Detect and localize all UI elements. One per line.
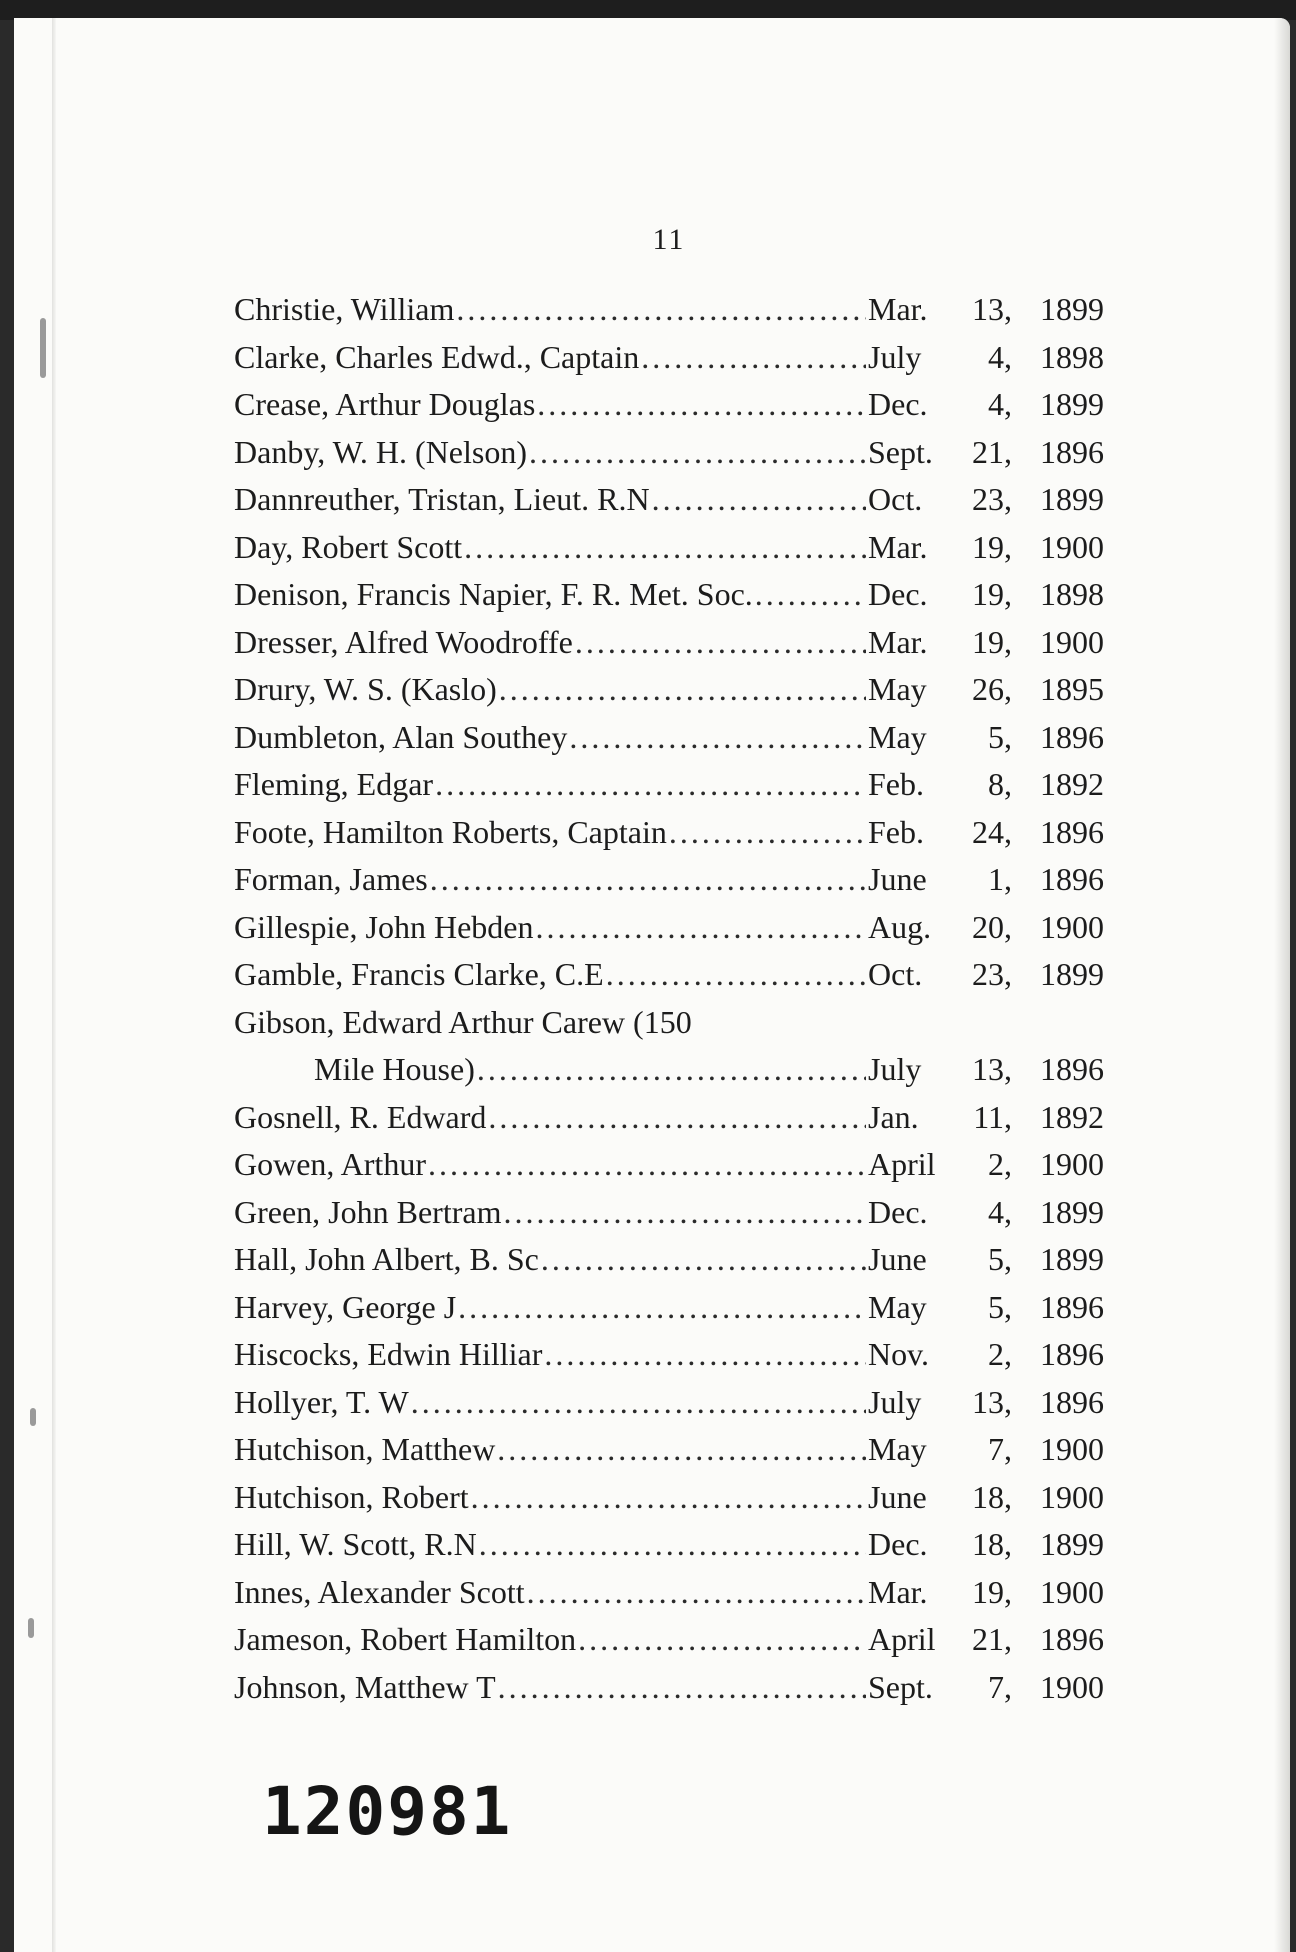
entry-month: June (868, 1478, 927, 1515)
entry-name: Clarke, Charles Edwd., Captain (234, 338, 640, 375)
entry-name: Gowen, Arthur (234, 1146, 426, 1182)
dot-leader (477, 1046, 866, 1094)
entry-day: 23, (972, 481, 1012, 517)
binding-mark (30, 1408, 36, 1426)
list-item (234, 951, 1104, 999)
entry-month: Mar. (868, 291, 928, 327)
entry-name: Christie, William (234, 291, 455, 327)
entry-year: 1895 (1040, 671, 1104, 707)
dot-leader (569, 714, 866, 762)
entry-year: 1900 (1040, 1668, 1104, 1705)
list-item (234, 1189, 1104, 1237)
dot-leader (503, 1189, 866, 1237)
entry-year: 1898 (1040, 576, 1104, 612)
entry-month: Dec. (868, 386, 928, 422)
entry-month: July (868, 1383, 922, 1420)
dot-leader (755, 571, 866, 619)
entry-day: 19, (972, 576, 1012, 612)
entry-name: Hiscocks, Edwin Hilliar (234, 1336, 543, 1372)
entry-month: Feb. (868, 813, 924, 850)
dot-leader (529, 429, 866, 477)
entry-year: 1898 (1040, 338, 1104, 375)
list-item (234, 334, 1104, 382)
entry-name: Danby, W. H. (Nelson) (234, 433, 527, 470)
entry-day: 13, (972, 1383, 1012, 1420)
entry-day: 19, (972, 528, 1012, 565)
entry-name: Johnson, Matthew T (234, 1668, 496, 1705)
entry-month: Jan. (868, 1098, 919, 1135)
entry-year: 1899 (1040, 956, 1104, 992)
entry-day: 20, (972, 908, 1012, 945)
entry-name: Dumbleton, Alan Southey (234, 718, 568, 755)
dot-leader (527, 1569, 866, 1617)
entry-year: 1892 (1040, 766, 1104, 802)
entry-month: Oct. (868, 481, 923, 517)
dot-leader (471, 1474, 866, 1522)
list-item (234, 619, 1104, 667)
entry-day: 18, (972, 1478, 1012, 1515)
list-item (234, 1141, 1104, 1189)
entry-name: Hill, W. Scott, R.N (234, 1526, 477, 1562)
entry-year: 1899 (1040, 1193, 1104, 1230)
entry-year: 1896 (1040, 1621, 1104, 1657)
entry-name: Jameson, Robert Hamilton (234, 1621, 577, 1657)
entry-month: May (868, 671, 927, 707)
list-item (234, 1236, 1104, 1284)
list-item (234, 1379, 1104, 1427)
dot-leader (479, 1521, 866, 1569)
entry-month: Oct. (868, 956, 923, 992)
entry-year: 1900 (1040, 623, 1104, 660)
list-item (234, 286, 1104, 334)
list-item (234, 856, 1104, 904)
entry-name: Foote, Hamilton Roberts, Captain (234, 813, 667, 850)
entry-month: Aug. (868, 908, 932, 945)
entry-day: 4, (988, 338, 1012, 375)
entry-month: Feb. (868, 766, 924, 802)
list-item (234, 429, 1104, 477)
entry-month: Dec. (868, 1526, 928, 1562)
entry-day: 1, (988, 861, 1012, 897)
entry-year: 1900 (1040, 528, 1104, 565)
entry-month: Mar. (868, 528, 928, 565)
list-item (234, 1046, 1104, 1094)
entry-day: 2, (988, 1336, 1012, 1372)
binding-mark (28, 1618, 34, 1638)
entry-year: 1896 (1040, 718, 1104, 755)
entry-name: Dannreuther, Tristan, Lieut. R.N (234, 481, 650, 517)
entry-year: 1896 (1040, 1383, 1104, 1420)
list-item (234, 476, 1104, 524)
entry-name: Denison, Francis Napier, F. R. Met. Soc. (234, 576, 753, 612)
entry-month: June (868, 1241, 927, 1277)
entry-year: 1899 (1040, 386, 1104, 422)
entry-day: 7, (988, 1431, 1012, 1467)
list-item (234, 1664, 1104, 1712)
entry-day: 4, (988, 1193, 1012, 1230)
dot-leader (541, 1236, 866, 1284)
list-item (234, 1569, 1104, 1617)
entry-month: Dec. (868, 1193, 928, 1230)
dot-leader (575, 619, 866, 667)
entry-name: Hutchison, Matthew (234, 1431, 496, 1467)
page-number: 11 (652, 223, 686, 256)
entry-year: 1896 (1040, 813, 1104, 850)
scan-top-border (0, 0, 1296, 20)
entry-name: Day, Robert Scott (234, 528, 463, 565)
list-item (234, 524, 1104, 572)
entry-month: July (868, 1051, 922, 1087)
entry-day: 5, (988, 1241, 1012, 1277)
entry-month: Dec. (868, 576, 928, 612)
entry-name: Hutchison, Robert (234, 1478, 469, 1515)
list-item (234, 1474, 1104, 1522)
entry-month: May (868, 1288, 927, 1325)
entry-month: Sept. (868, 1668, 933, 1705)
dot-leader (641, 334, 866, 382)
entry-month: Sept. (868, 433, 933, 470)
entry-year: 1899 (1040, 1526, 1104, 1562)
entry-name: Mile House) (314, 1051, 475, 1087)
entry-year: 1899 (1040, 1241, 1104, 1277)
dot-leader (464, 524, 866, 572)
dot-leader (497, 1426, 866, 1474)
entry-day: 19, (972, 623, 1012, 660)
entry-year: 1900 (1040, 1146, 1104, 1182)
dot-leader (652, 476, 866, 524)
entry-name: Gibson, Edward Arthur Carew (150 (234, 1003, 692, 1040)
entry-name: Dresser, Alfred Woodroffe (234, 623, 573, 660)
entry-day: 4, (988, 386, 1012, 422)
entry-year: 1896 (1040, 1288, 1104, 1325)
document-page (14, 18, 1290, 1952)
dot-leader (499, 666, 866, 714)
dot-leader (537, 381, 866, 429)
list-item (234, 381, 1104, 429)
list-item (234, 1284, 1104, 1332)
entry-day: 5, (988, 718, 1012, 755)
list-item (234, 714, 1104, 762)
list-item (234, 571, 1104, 619)
entry-day: 23, (972, 956, 1012, 992)
entry-month: July (868, 338, 922, 375)
dot-leader (430, 856, 866, 904)
entry-day: 21, (972, 433, 1012, 470)
list-item (234, 809, 1104, 857)
entry-month: Mar. (868, 1573, 928, 1610)
entry-day: 11, (973, 1098, 1012, 1135)
entry-year: 1900 (1040, 1431, 1104, 1467)
dot-leader (488, 1094, 866, 1142)
list-item (234, 1426, 1104, 1474)
entry-day: 13, (972, 1051, 1012, 1087)
entry-name: Hollyer, T. W (234, 1383, 409, 1420)
entry-month: April (868, 1146, 936, 1182)
list-item (234, 1331, 1104, 1379)
list-item (234, 666, 1104, 714)
accession-stamp: 120981 (262, 1773, 513, 1850)
member-list (234, 286, 1104, 1711)
entry-name: Green, John Bertram (234, 1193, 502, 1230)
entry-day: 5, (988, 1288, 1012, 1325)
list-item (234, 761, 1104, 809)
entry-name: Crease, Arthur Douglas (234, 386, 536, 422)
entry-year: 1900 (1040, 1478, 1104, 1515)
list-item (234, 999, 1104, 1047)
binding-mark (40, 318, 46, 378)
list-item (234, 1521, 1104, 1569)
entry-day: 19, (972, 1573, 1012, 1610)
dot-leader (458, 1284, 866, 1332)
entry-year: 1896 (1040, 861, 1104, 897)
entry-year: 1896 (1040, 433, 1104, 470)
entry-year: 1900 (1040, 1573, 1104, 1610)
entry-year: 1899 (1040, 481, 1104, 517)
entry-month: Nov. (868, 1336, 930, 1372)
dot-leader (536, 904, 867, 952)
entry-year: 1892 (1040, 1098, 1104, 1135)
entry-year: 1900 (1040, 908, 1104, 945)
entry-month: May (868, 718, 927, 755)
entry-day: 13, (972, 291, 1012, 327)
entry-year: 1896 (1040, 1336, 1104, 1372)
dot-leader (669, 809, 866, 857)
entry-day: 8, (988, 766, 1012, 802)
dot-leader (435, 761, 866, 809)
page-binding-shadow (52, 18, 56, 1952)
entry-day: 2, (988, 1146, 1012, 1182)
dot-leader (428, 1141, 866, 1189)
entry-year: 1896 (1040, 1051, 1104, 1087)
dot-leader (498, 1664, 866, 1712)
entry-name: Hall, John Albert, B. Sc (234, 1241, 539, 1277)
dot-leader (578, 1616, 866, 1664)
entry-name: Harvey, George J (234, 1288, 457, 1325)
entry-name: Gosnell, R. Edward (234, 1098, 487, 1135)
entry-day: 24, (972, 813, 1012, 850)
entry-name: Fleming, Edgar (234, 766, 434, 802)
entry-month: April (868, 1621, 936, 1657)
dot-leader (456, 286, 866, 334)
entry-day: 21, (972, 1621, 1012, 1657)
entry-month: June (868, 861, 927, 897)
dot-leader (544, 1331, 866, 1379)
entry-name: Forman, James (234, 861, 428, 897)
entry-day: 7, (988, 1668, 1012, 1705)
entry-name: Innes, Alexander Scott (234, 1573, 525, 1610)
entry-year: 1899 (1040, 291, 1104, 327)
dot-leader (411, 1379, 866, 1427)
dot-leader (606, 951, 866, 999)
list-item (234, 1094, 1104, 1142)
entry-name: Gamble, Francis Clarke, C.E (234, 956, 604, 992)
entry-name: Drury, W. S. (Kaslo) (234, 671, 497, 707)
entry-name: Gillespie, John Hebden (234, 908, 534, 945)
entry-day: 26, (972, 671, 1012, 707)
list-item (234, 1616, 1104, 1664)
entry-day: 18, (972, 1526, 1012, 1562)
list-item (234, 904, 1104, 952)
page-edge-shadow (1274, 18, 1290, 1952)
entry-month: May (868, 1431, 927, 1467)
entry-month: Mar. (868, 623, 928, 660)
